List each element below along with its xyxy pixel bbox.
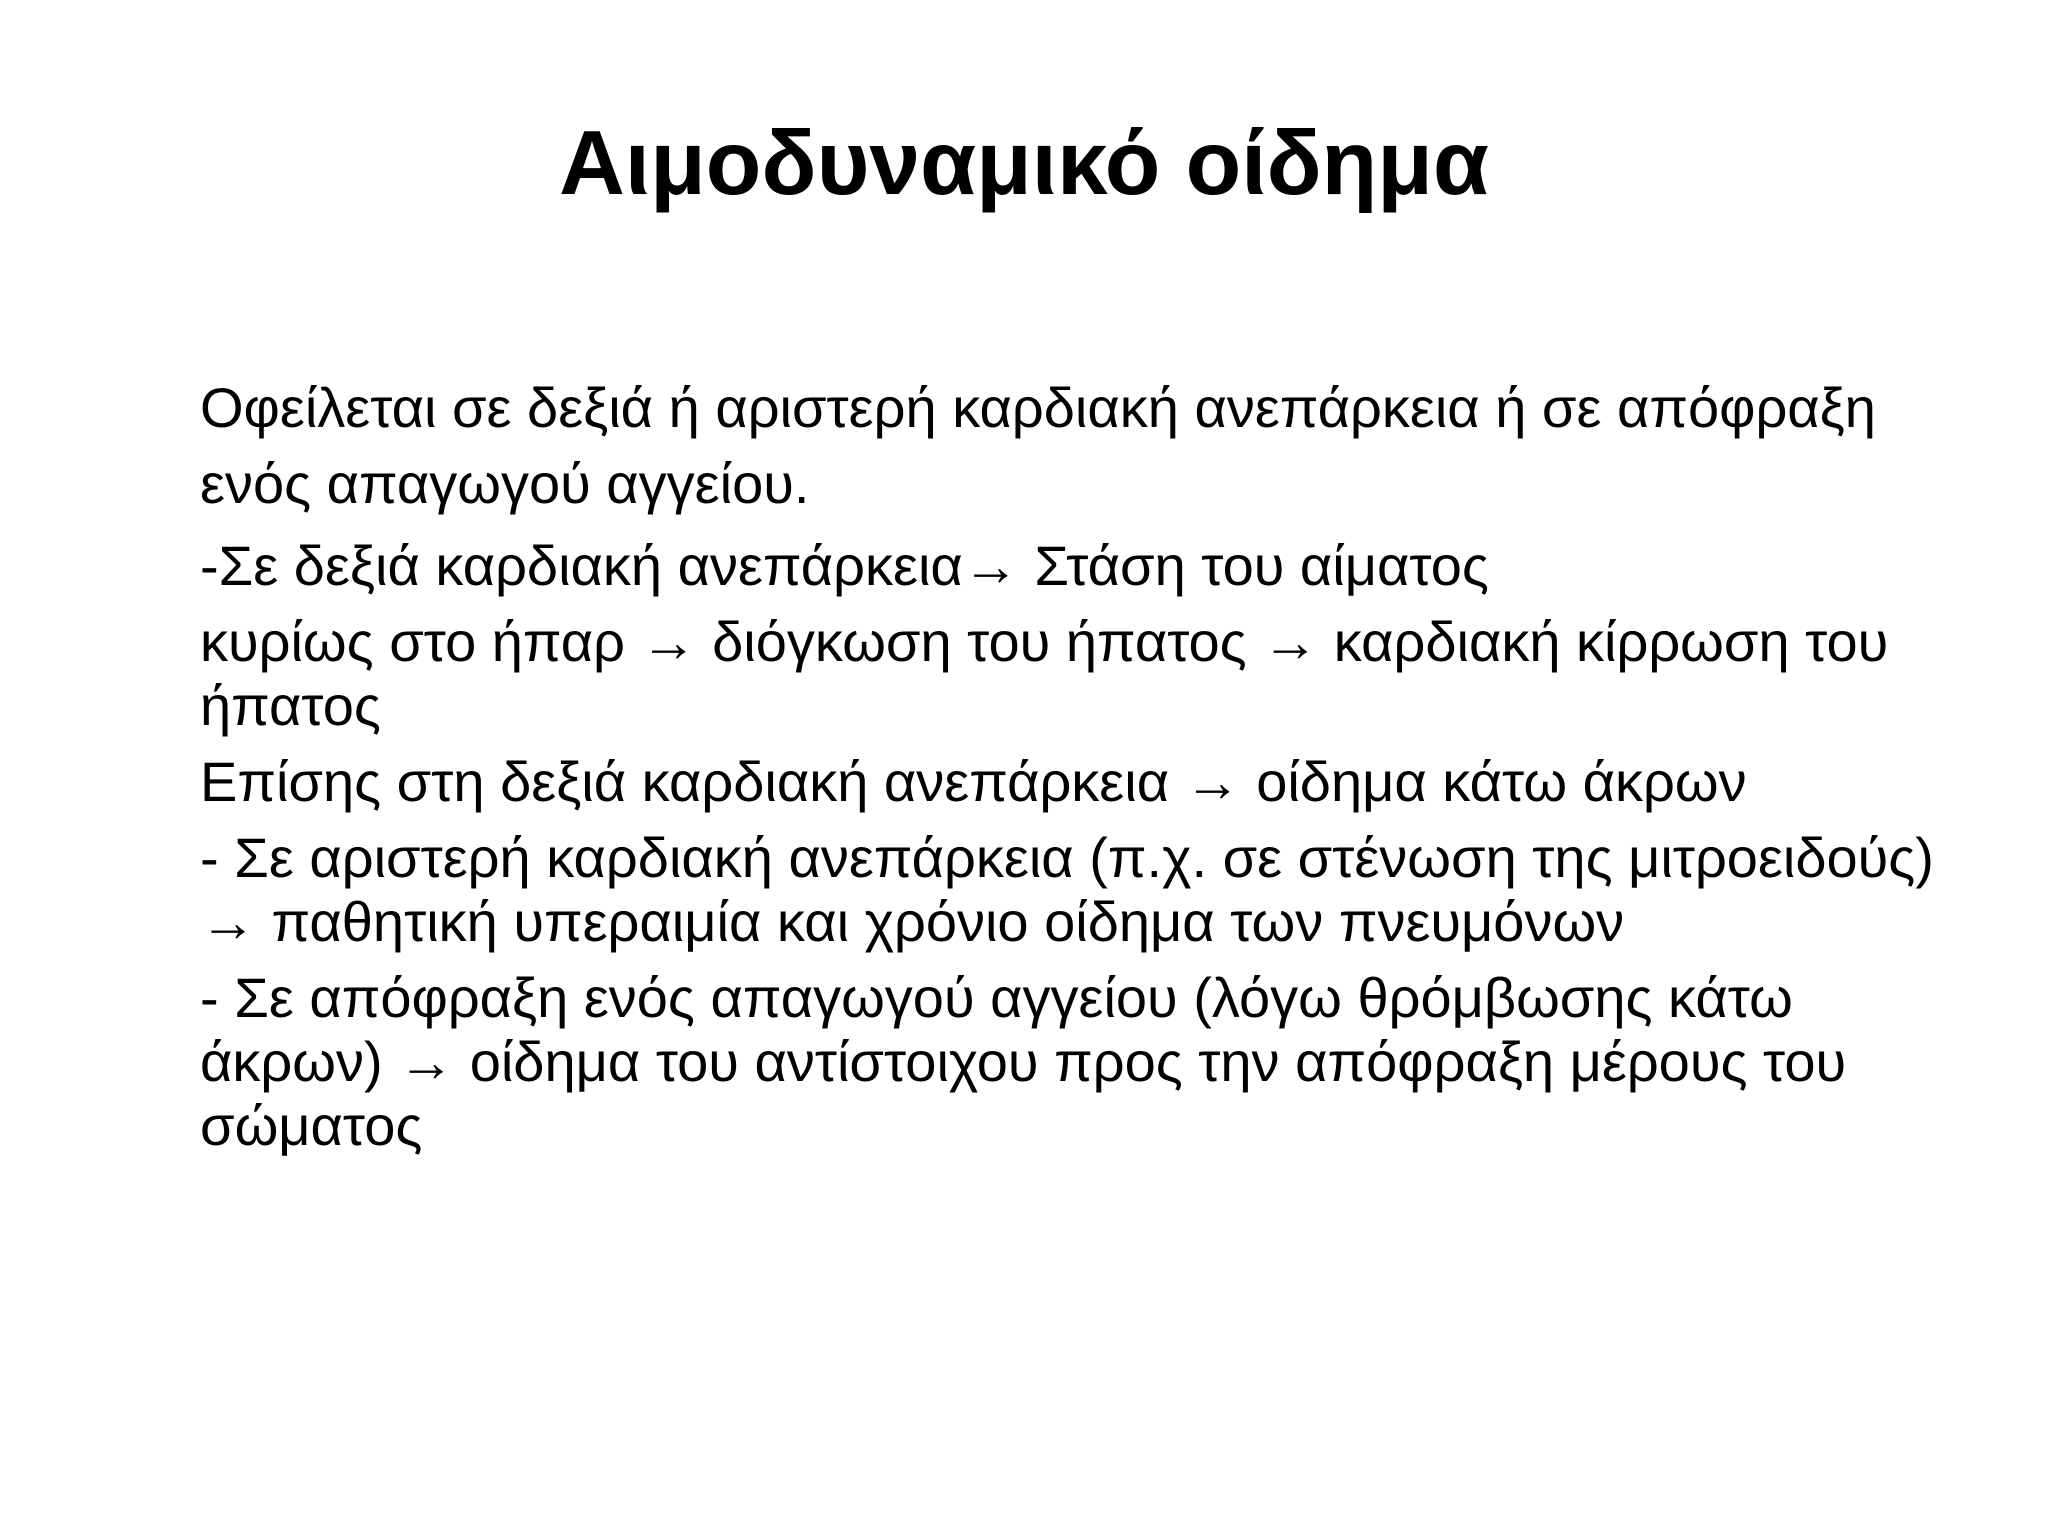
paragraph-left-heart-failure: - Σε αριστερή καρδιακή ανεπάρκεια (π.χ. σε στένωση της μιτροειδούς) → παθητική υπεραιμία και χρόνιο οίδημα των πνευμόνων xyxy=(200,826,1934,953)
slide-body xyxy=(200,370,1960,1158)
slide-title: Αιμοδυναμικό οίδημα xyxy=(559,113,1489,214)
paragraph-cause: Οφείλεται σε δεξιά ή αριστερή καρδιακή ανεπάρκεια ή σε απόφραξη ενός απαγωγού αγγείου. xyxy=(200,376,1876,515)
paragraph-venous-obstruction: - Σε απόφραξη ενός απαγωγού αγγείου (λόγω θρόμβωσης κάτω άκρων) → οίδημα του αντίστοιχου προς την απόφραξη μέρους του σώματος xyxy=(200,966,1847,1157)
paragraph-right-heart-failure: -Σε δεξιά καρδιακή ανεπάρκεια→ Στάση του αίματος xyxy=(200,534,1489,597)
paragraph-liver-congestion: κυρίως στο ήπαρ → διόγκωση του ήπατος → καρδιακή κίρρωση του ήπατος xyxy=(200,610,1889,737)
paragraph-lower-limb-edema: Επίσης στη δεξιά καρδιακή ανεπάρκεια → οίδημα κάτω άκρων xyxy=(200,750,1747,813)
